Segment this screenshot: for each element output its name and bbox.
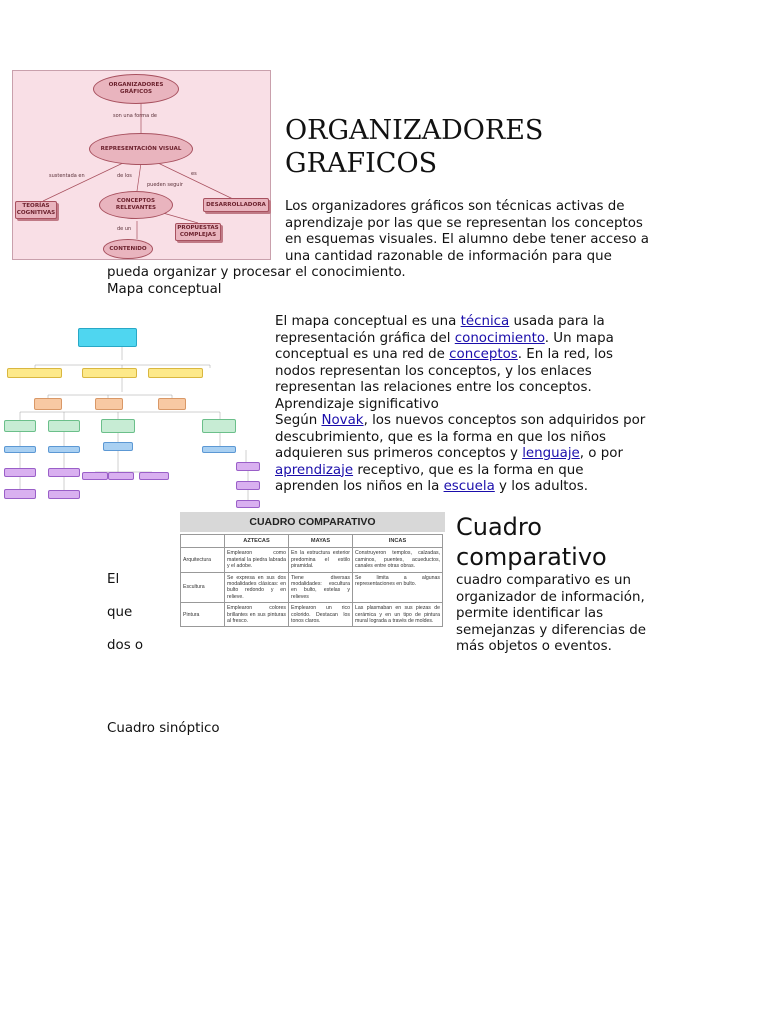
link-lenguaje[interactable]: lenguaje xyxy=(522,446,580,461)
link-escuela[interactable]: escuela xyxy=(443,479,495,494)
link-novak[interactable]: Novak xyxy=(321,413,364,428)
intro-line: aprendizaje por las que se representan los conceptos xyxy=(285,215,643,231)
column-header: AZTECAS xyxy=(225,535,289,548)
text: , los nuevos conceptos son adquiridos por xyxy=(363,413,646,428)
cuadro-line: más objetos o eventos. xyxy=(456,639,612,654)
diagram-node xyxy=(148,368,203,378)
text: conceptual es una red de xyxy=(275,347,450,362)
cuadro-line: cuadro comparativo es un xyxy=(456,573,632,588)
row-header: Arquitectura xyxy=(181,548,225,572)
text: . En la red, los xyxy=(517,347,613,362)
diagram-node xyxy=(4,489,36,499)
text: usada para la xyxy=(509,314,605,329)
diagram-node xyxy=(95,398,123,410)
link-aprendizaje[interactable]: aprendizaje xyxy=(275,462,354,478)
table-header-row xyxy=(181,535,443,548)
diagram-node xyxy=(158,398,186,410)
novak-line: descubrimiento, que es la forma en que los niños xyxy=(275,429,607,445)
fragment-text: El xyxy=(107,572,120,587)
diagram-node xyxy=(4,420,36,432)
diagram-node xyxy=(103,442,133,451)
intro-line: una cantidad razonable de información para que xyxy=(285,248,612,264)
section-heading-cuadro-sinoptico: Cuadro sinóptico xyxy=(107,721,220,736)
text: , o por xyxy=(579,446,623,461)
text: aprenden los niños en la xyxy=(275,479,444,494)
table-cell: Tiene diversas modalidades: escultura en bulto, estelas y relieves xyxy=(289,572,353,603)
diagram-node xyxy=(202,419,236,433)
link-label: de los xyxy=(117,173,132,179)
mapa-line xyxy=(275,331,614,347)
node-contenido xyxy=(103,239,153,259)
node-label: ORGANIZADORES GRÁFICOS xyxy=(108,82,164,95)
node-label: REPRESENTACIÓN VISUAL xyxy=(100,145,182,152)
concept-map-diagram-image xyxy=(0,322,265,512)
node-label: CONCEPTOS RELEVANTES xyxy=(115,198,157,211)
diagram-node xyxy=(236,500,260,508)
link-conocimiento[interactable]: conocimiento xyxy=(454,330,545,346)
diagram-node xyxy=(202,446,236,453)
link-label: de un xyxy=(117,226,132,232)
table-row xyxy=(181,572,443,603)
mapa-line xyxy=(275,347,613,363)
diagram-node xyxy=(48,420,80,432)
section-heading-aprendizaje: Aprendizaje significativo xyxy=(275,396,439,412)
mapa-line: representan las relaciones entre los conceptos. xyxy=(275,380,592,395)
row-header: Escultura xyxy=(181,572,225,603)
table-cell: Se limita a algunas representaciones en bulto. xyxy=(353,572,443,603)
table-row xyxy=(181,603,443,627)
intro-line: Los organizadores gráficos son técnicas activas de xyxy=(285,199,625,214)
diagram-node xyxy=(7,368,62,378)
table-cell: En la estructura exterior predomina el estilo piramidal. xyxy=(289,548,353,572)
concept-map-diagram-connectors xyxy=(0,322,265,512)
link-label: sustentada en xyxy=(49,173,85,179)
diagram-node xyxy=(48,468,80,477)
node-label: PROPUESTAS COMPLEJAS xyxy=(177,225,219,238)
intro-line: en esquemas visuales. El alumno debe tener acceso a xyxy=(285,232,650,247)
page-title-line1: ORGANIZADORES xyxy=(285,115,544,146)
diagram-node xyxy=(48,490,80,499)
link-label: pueden seguir xyxy=(147,182,183,188)
section-heading-cuadro-comparativo xyxy=(456,512,607,572)
table-cell: Se expresa en sus dos modalidades clásicas: en bulto redondo y en relieve. xyxy=(225,572,289,603)
cuadro-comparativo-image xyxy=(180,512,445,682)
column-header: INCAS xyxy=(353,535,443,548)
table-cell: Emplearon un rico colorido. Destacan los tonos claros. xyxy=(289,603,353,627)
table-cell: Construyeron templos, calzadas, caminos, puentes, acueductos, canales entre otras obras. xyxy=(353,548,443,572)
cuadro-line: semejanzas y diferencias de xyxy=(456,622,646,638)
column-header xyxy=(181,535,225,548)
novak-line xyxy=(275,479,588,495)
link-conceptos[interactable]: conceptos xyxy=(449,347,518,362)
node-label: CONTENIDO xyxy=(109,245,147,252)
section-heading-mapa-conceptual: Mapa conceptual xyxy=(107,282,222,297)
cuadro-line: organizador de información, xyxy=(456,589,645,605)
fragment-text: que xyxy=(107,605,133,620)
text: El mapa conceptual es una xyxy=(275,314,461,329)
row-header: Pintura xyxy=(181,603,225,627)
diagram-node xyxy=(82,472,108,480)
table-cell: Emplearon colores brillantes en sus pinturas al fresco. xyxy=(225,603,289,627)
novak-line xyxy=(275,463,584,479)
heading-line: Cuadro xyxy=(456,513,542,541)
link-label: es xyxy=(191,171,197,177)
diagram-node xyxy=(82,368,137,378)
diagram-node xyxy=(34,398,62,410)
fragment-text: dos o xyxy=(107,638,144,653)
diagram-node xyxy=(108,472,134,480)
mapa-line xyxy=(275,314,605,330)
novak-line xyxy=(275,413,645,429)
node-organizadores-graficos xyxy=(93,74,179,104)
node-representacion-visual xyxy=(89,133,193,165)
comparison-table xyxy=(180,534,443,627)
text: adquieren sus primeros conceptos y xyxy=(275,446,523,461)
node-label: DESARROLLADORA xyxy=(206,201,266,208)
text: Según xyxy=(275,413,322,428)
diagram-node xyxy=(78,328,137,347)
diagram-node xyxy=(4,468,36,477)
heading-line: comparativo xyxy=(456,543,607,571)
table-title: CUADRO COMPARATIVO xyxy=(180,512,445,532)
link-label: son una forma de xyxy=(113,113,157,119)
page-title xyxy=(285,114,543,180)
column-header: MAYAS xyxy=(289,535,353,548)
intro-line: pueda organizar y procesar el conocimiento. xyxy=(107,265,406,280)
text: . Un mapa xyxy=(544,330,614,346)
link-tecnica[interactable]: técnica xyxy=(460,314,510,329)
diagram-node xyxy=(4,446,36,453)
table-row xyxy=(181,548,443,572)
mapa-line: nodos representan los conceptos, y los enlaces xyxy=(275,363,592,379)
text: representación gráfica del xyxy=(275,330,455,346)
novak-line xyxy=(275,446,623,462)
diagram-node xyxy=(139,472,169,480)
diagram-node xyxy=(236,481,260,490)
concept-map-image xyxy=(12,70,271,260)
diagram-node xyxy=(48,446,80,453)
node-propuestas-complejas xyxy=(175,223,221,241)
node-teorias-cognitivas xyxy=(15,201,57,219)
page-title-line2: GRAFICOS xyxy=(285,148,438,179)
table-cell: Emplearon como material la piedra labrada y el adobe. xyxy=(225,548,289,572)
node-desarrolladora xyxy=(203,198,269,212)
diagram-node xyxy=(101,419,135,433)
diagram-node xyxy=(236,462,260,471)
text: y los adultos. xyxy=(494,479,588,494)
node-label: TEORÍAS COGNITIVAS xyxy=(16,203,56,216)
cuadro-line: permite identificar las xyxy=(456,606,604,621)
table-cell: Las plasmaban en sus piezas de cerámica y en un tipo de pintura mural lograda a través de moldes. xyxy=(353,603,443,627)
node-conceptos-relevantes xyxy=(99,191,173,219)
text: receptivo, que es la forma en que xyxy=(353,462,584,478)
